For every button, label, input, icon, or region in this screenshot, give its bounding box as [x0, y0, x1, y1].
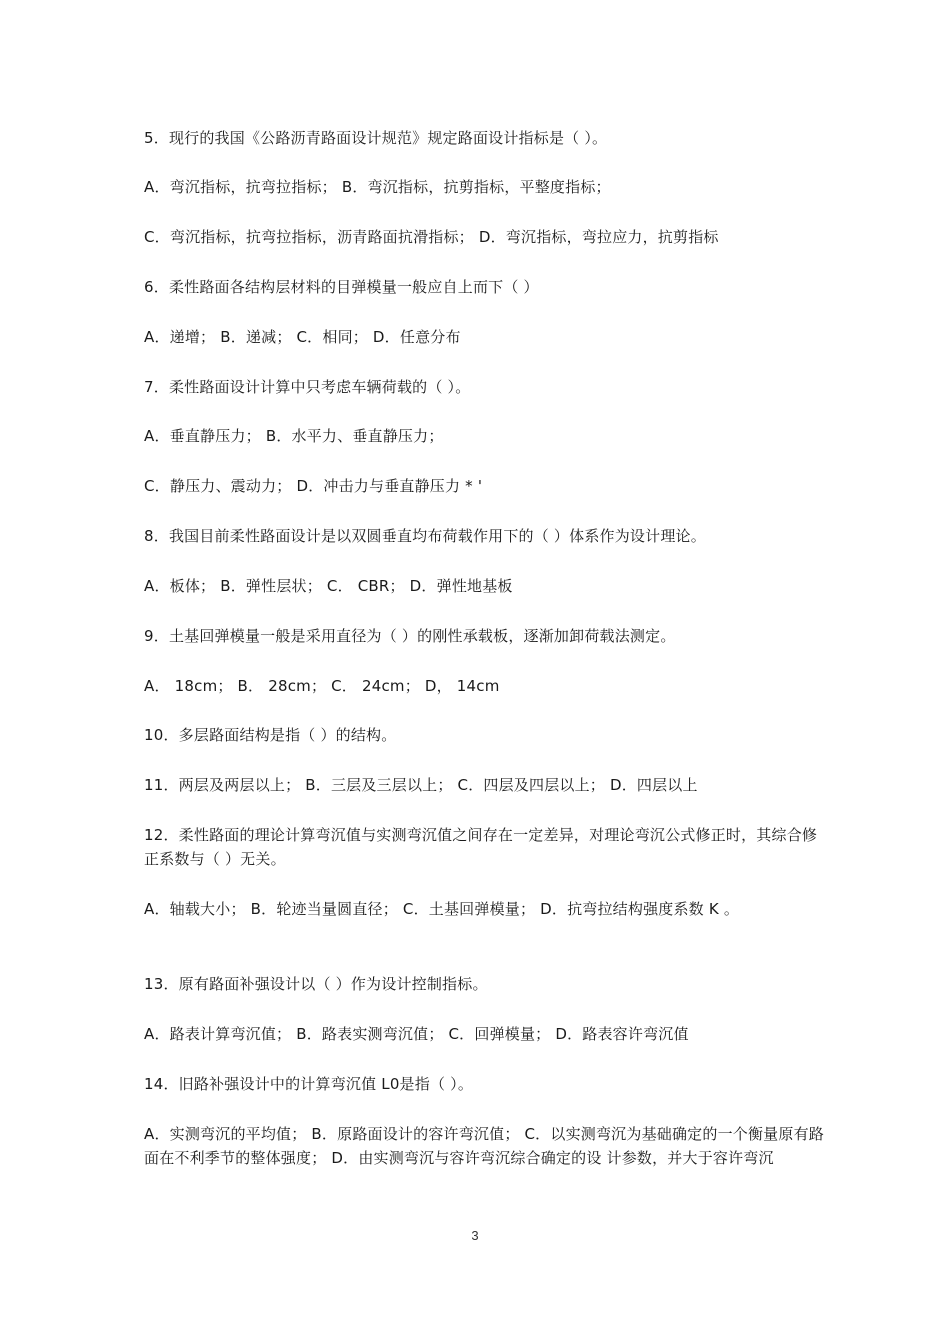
question-14-options: A．实测弯沉的平均值； B．原路面设计的容许弯沉值； C．以实测弯沉为基础确定的一个衡量原有路面在不利季节的整体强度； D．由实测弯沉与容许弯沉综合确定的设 计参数，并大于容许弯沉: [144, 1125, 824, 1167]
question-14: 14．旧路补强设计中的计算弯沉值 L0是指（ ）。: [144, 1075, 474, 1093]
question-13: 13．原有路面补强设计以（ ）作为设计控制指标。: [144, 975, 488, 993]
question-6-options: A．递增； B．递减； C．相同； D．任意分布: [144, 328, 461, 346]
page-number: 3: [471, 1228, 479, 1243]
question-9: 9．土基回弹模量一般是采用直径为（ ）的刚性承载板，逐渐加卸荷载法测定。: [144, 627, 676, 645]
question-12-options: A．轴载大小； B．轮迹当量圆直径； C．土基回弹模量； D．抗弯拉结构强度系数 K 。: [144, 900, 740, 918]
question-7-options-cd: C．静压力、震动力； D．冲击力与垂直静压力 * ': [144, 477, 483, 495]
question-10: 10．多层路面结构是指（ ）的结构。: [144, 726, 397, 744]
question-13-options: A．路表计算弯沉值； B．路表实测弯沉值； C．回弹模量； D．路表容许弯沉值: [144, 1025, 689, 1043]
question-7-options-ab: A．垂直静压力； B．水平力、垂直静压力；: [144, 427, 444, 445]
question-9-options: A． 18cm； B． 28cm； C． 24cm； D， 14cm: [144, 677, 500, 695]
question-12: 12．柔性路面的理论计算弯沉值与实测弯沉值之间存在一定差异，对理论弯沉公式修正时，其综合修正系数与（ ）无关。: [144, 826, 818, 868]
question-5-options-ab: A．弯沉指标，抗弯拉指标； B．弯沉指标，抗剪指标，平整度指标；: [144, 178, 611, 196]
question-5-options-cd: C．弯沉指标，抗弯拉指标，沥青路面抗滑指标； D．弯沉指标，弯拉应力，抗剪指标: [144, 228, 719, 246]
question-8: 8．我国目前柔性路面设计是以双圆垂直均布荷载作用下的（ ）体系作为设计理论。: [144, 527, 706, 545]
question-8-options: A．板体； B．弹性层状； C． CBR； D．弹性地基板: [144, 577, 513, 595]
question-10-options: 11．两层及两层以上； B．三层及三层以上； C．四层及四层以上； D．四层以上: [144, 776, 698, 794]
question-7: 7．柔性路面设计计算中只考虑车辆荷载的（ ）。: [144, 378, 471, 396]
question-6: 6．柔性路面各结构层材料的目弹模量一般应自上而下（ ）: [144, 278, 539, 296]
question-5: 5．现行的我国《公路沥青路面设计规范》规定路面设计指标是（ ）。: [144, 129, 608, 147]
